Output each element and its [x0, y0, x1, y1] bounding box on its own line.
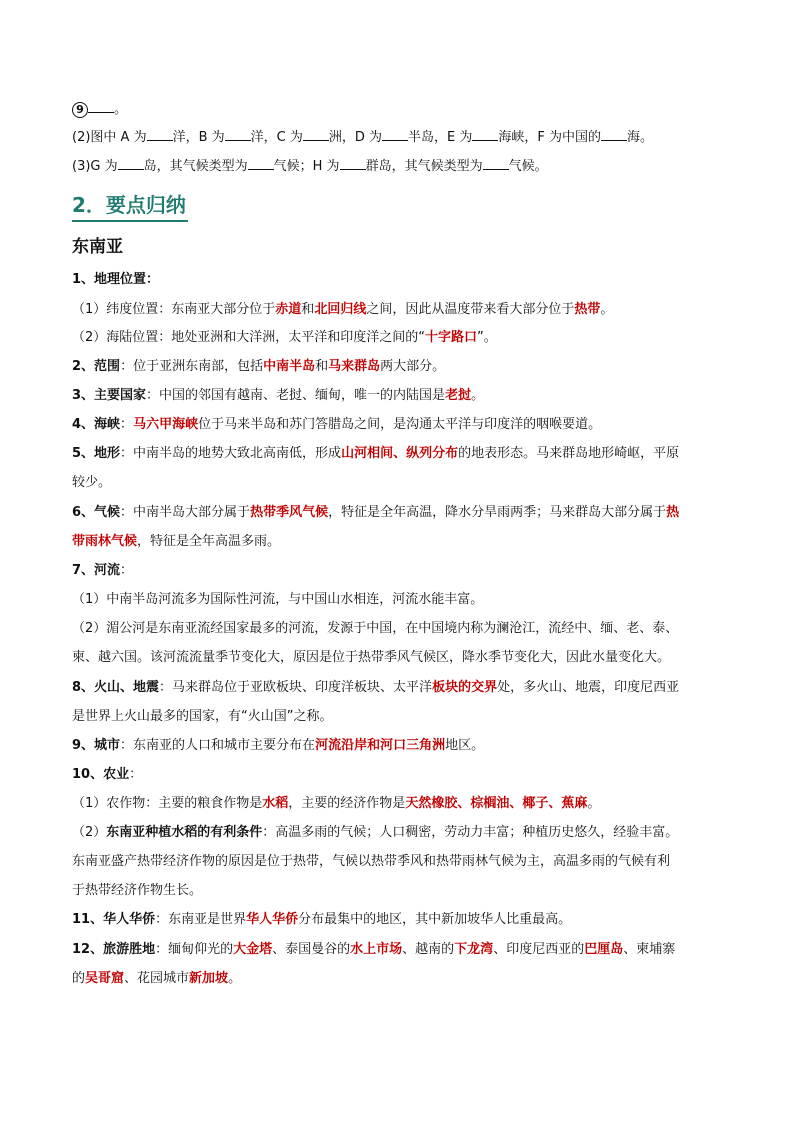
- highlighted-term: 山河相间、纵列分布: [341, 446, 459, 461]
- answer-blank[interactable]: [118, 157, 144, 170]
- bold-label: 10、农业: [72, 767, 130, 782]
- answer-blank[interactable]: [248, 157, 274, 170]
- bold-label: 6、气候: [72, 505, 121, 520]
- body-text: 柬、越六国。该河流流量季节变化大，原因是位于热带季风气候区，降水季节变化大，因此水量变化大。: [72, 650, 671, 665]
- body-text: （1）中南半岛河流多为国际性河流，与中国山水相连，河流水能丰富。: [72, 592, 484, 607]
- body-text: （1）纬度位置：东南亚大部分位于: [72, 302, 276, 317]
- highlighted-term: 板块的交界: [432, 680, 498, 695]
- body-text: 和: [301, 302, 315, 317]
- bold-label: 4、海峡: [72, 417, 121, 432]
- body-text: 两大部分。: [380, 359, 446, 374]
- highlighted-term: 老挝: [445, 388, 472, 403]
- content-line: [72, 619, 722, 639]
- answer-blank[interactable]: [601, 128, 627, 141]
- highlighted-term: 马来群岛: [328, 359, 381, 374]
- body-text: ：位于亚洲东南部，包括: [120, 359, 264, 374]
- answer-blank[interactable]: [303, 128, 329, 141]
- highlighted-term: 华人华侨: [246, 912, 299, 927]
- highlighted-term: 带雨林气候: [72, 534, 138, 549]
- content-line: [72, 881, 722, 901]
- answer-blank[interactable]: [472, 128, 498, 141]
- content-line: [72, 940, 722, 960]
- content-line: [72, 910, 722, 930]
- bold-label: 5、地形: [72, 446, 121, 461]
- body-text: 地区。: [445, 738, 485, 753]
- answer-blank[interactable]: [225, 128, 251, 141]
- body-text: ，特征是全年高温多雨。: [137, 534, 281, 549]
- content-line: [72, 357, 722, 377]
- body-text: 、泰国曼谷的: [272, 942, 351, 957]
- content-line: [72, 707, 722, 727]
- highlighted-term: 马六甲海峡: [133, 417, 199, 432]
- body-text: 。: [471, 388, 485, 403]
- body-text: 的地表形态。马来群岛地形崎岖，平原: [458, 446, 680, 461]
- answer-blank[interactable]: [88, 100, 114, 113]
- content-line: [72, 532, 722, 552]
- content-line: [72, 328, 722, 348]
- body-text: 、花园城市: [124, 971, 190, 986]
- body-text: 。: [600, 302, 614, 317]
- highlighted-term: 河流沿岸和河口三角洲: [315, 738, 446, 753]
- body-text: 和: [315, 359, 329, 374]
- body-text: 是世界上火山最多的国家，有“火山国”之称。: [72, 709, 333, 724]
- question-line-3: (3)G 为 岛，其气候类型为 气候；H 为 群岛，其气候类型为 气候。: [72, 159, 548, 174]
- circled-number: 9: [72, 102, 88, 118]
- content-line: [72, 415, 722, 435]
- body-text: 东南亚盛产热带经济作物的原因是位于热带，气候以热带季风和热带雨林气候为主，高温多雨的气候有利: [72, 854, 671, 869]
- highlighted-term: 大金塔: [233, 942, 273, 957]
- content-line: [72, 823, 722, 843]
- answer-blank[interactable]: [382, 128, 408, 141]
- body-text: 。: [228, 971, 242, 986]
- body-text: 位于马来半岛和苏门答腊岛之间，是沟通太平洋与印度洋的咽喉要道。: [198, 417, 602, 432]
- body-text: 分布最集中的地区，其中新加坡华人比重最高。: [298, 912, 572, 927]
- body-text: 、印度尼西亚的: [493, 942, 585, 957]
- highlighted-term: 水稻: [262, 796, 289, 811]
- content-line: [72, 386, 722, 406]
- content-line: [72, 503, 722, 523]
- answer-blank[interactable]: [340, 157, 366, 170]
- body-text: 的: [72, 971, 86, 986]
- body-text: ，主要的经济作物是: [288, 796, 406, 811]
- bold-label: 11、华人华侨: [72, 912, 156, 927]
- content-line: [72, 270, 722, 290]
- body-text: 。: [587, 796, 601, 811]
- content-line: [72, 794, 722, 814]
- question-line-2: (2)图中 A 为 洋，B 为 洋，C 为 洲，D 为 半岛，E 为 海峡，F 为中国的 海。: [72, 130, 654, 145]
- body-text: 处，多火山、地震，印度尼西亚: [497, 680, 680, 695]
- content-line: [72, 648, 722, 668]
- subsection-heading: 东南亚: [72, 237, 123, 257]
- body-text: ，特征是全年高温，降水分旱雨两季；马来群岛大部分属于: [328, 505, 667, 520]
- highlighted-term: 中南半岛: [263, 359, 316, 374]
- body-text: ：: [120, 563, 134, 578]
- bold-label: 3、主要国家: [72, 388, 147, 403]
- highlighted-term: 热带季风气候: [250, 505, 329, 520]
- content-line: [72, 444, 722, 464]
- content-line: [72, 969, 722, 989]
- highlighted-term: 吴哥窟: [85, 971, 125, 986]
- content-line: [72, 852, 722, 872]
- highlighted-term: 天然橡胶、棕榈油、椰子、蕉麻: [405, 796, 588, 811]
- bold-label: 9、城市: [72, 738, 121, 753]
- bold-label: 12、旅游胜地: [72, 942, 156, 957]
- highlighted-term: 热: [666, 505, 680, 520]
- body-text: ：中国的邻国有越南、老挝、缅甸，唯一的内陆国是: [146, 388, 446, 403]
- bold-label: 8、火山、地震: [72, 680, 160, 695]
- highlighted-term: 十字路口: [425, 330, 478, 345]
- highlighted-term: 下龙湾: [454, 942, 494, 957]
- body-text: ：东南亚是世界: [155, 912, 247, 927]
- body-text: ：东南亚的人口和城市主要分布在: [120, 738, 316, 753]
- body-text: ：中南半岛的地势大致北高南低，形成: [120, 446, 342, 461]
- body-text: 之间，因此从温度带来看大部分位于: [366, 302, 575, 317]
- content-line: [72, 561, 722, 581]
- body-text: （2）湄公河是东南亚流经国家最多的河流，发源于中国，在中国境内称为澜沧江，流经中、缅、老、泰、: [72, 621, 679, 636]
- bold-label: 1、地理位置：: [72, 272, 160, 287]
- body-text: （1）农作物：主要的粮食作物是: [72, 796, 263, 811]
- body-text: ：: [120, 417, 134, 432]
- body-text: ：马来群岛位于亚欧板块、印度洋板块、太平洋: [159, 680, 433, 695]
- body-text: （2）海陆位置：地处亚洲和大洋洲，太平洋和印度洋之间的“: [72, 330, 426, 345]
- body-text: 、越南的: [402, 942, 455, 957]
- body-text: （2）: [72, 825, 107, 840]
- body-text: ：: [129, 767, 143, 782]
- bold-label: 范围: [94, 359, 121, 374]
- content-line: [72, 590, 722, 610]
- body-text: 、柬埔寨: [623, 942, 676, 957]
- body-text: 较少。: [72, 475, 112, 490]
- highlighted-term: 热带: [574, 302, 601, 317]
- body-text: 于热带经济作物生长。: [72, 883, 203, 898]
- content-line: [72, 765, 722, 785]
- section-title: 2．要点归纳: [72, 192, 188, 222]
- highlighted-term: 水上市场: [350, 942, 403, 957]
- question-line-9: 9 。: [72, 100, 722, 120]
- highlighted-term: 赤道: [275, 302, 302, 317]
- highlighted-term: 新加坡: [189, 971, 229, 986]
- answer-blank[interactable]: [147, 128, 173, 141]
- content-line: [72, 736, 722, 756]
- body-text: ：缅甸仰光的: [155, 942, 234, 957]
- bold-label: 东南亚种植水稻的有利条件: [106, 825, 263, 840]
- content-line: [72, 678, 722, 698]
- bold-label: 2、: [72, 359, 95, 374]
- content-line: [72, 473, 722, 493]
- highlighted-term: 北回归线: [314, 302, 367, 317]
- highlighted-term: 巴厘岛: [584, 942, 624, 957]
- body-text: ：高温多雨的气候；人口稠密，劳动力丰富；种植历史悠久，经验丰富。: [262, 825, 679, 840]
- body-text: ”。: [477, 330, 497, 345]
- bold-label: 7、河流: [72, 563, 121, 578]
- body-text: ：中南半岛大部分属于: [120, 505, 251, 520]
- content-line: [72, 300, 722, 320]
- answer-blank[interactable]: [483, 157, 509, 170]
